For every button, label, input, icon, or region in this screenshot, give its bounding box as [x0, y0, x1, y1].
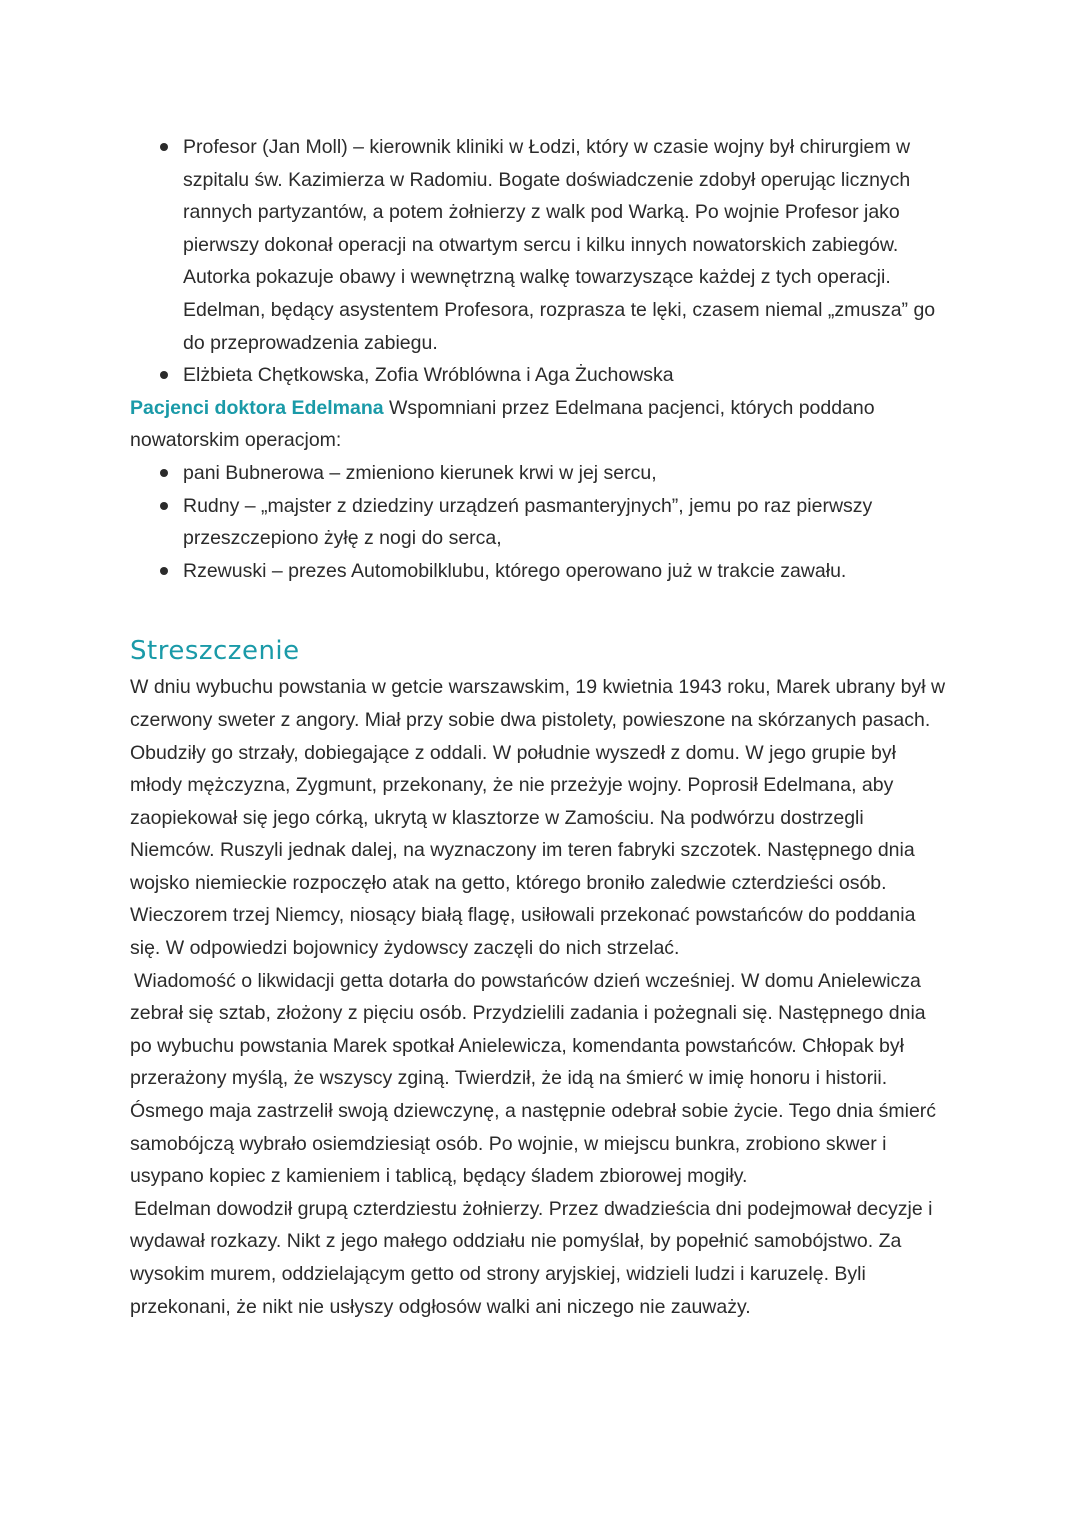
list-item: pani Bubnerowa – zmieniono kierunek krwi w jej sercu,	[183, 457, 950, 490]
characters-list	[130, 131, 950, 392]
list-item: Elżbieta Chętkowska, Zofia Wróblówna i Aga Żuchowska	[183, 359, 950, 392]
summary-paragraph-1: W dniu wybuchu powstania w getcie warszawskim, 19 kwietnia 1943 roku, Marek ubrany był w czerwony sweter z angory. Miał przy sobie dwa pistolety, powieszone na skórzanych pasach. Obudziły go strzały, dobiegające z oddali. W południe wyszedł z domu. W jego grupie był młody mężczyzna, Zygmunt, przekonany, że nie przeżyje wojny. Poprosił Edelmana, aby zaopiekował się jego córką, ukrytą w klasztorze w Zamościu. Na podwórzu dostrzegli Niemców. Ruszyli jednak dalej, na wyznaczony im teren fabryki szczotek. Następnego dnia wojsko niemieckie rozpoczęło atak na getto, którego broniło zaledwie czterdzieści osób. Wieczorem trzej Niemcy, niosący białą flagę, usiłowali przekonać powstańców do poddania się. W odpowiedzi bojownicy żydowscy zaczęli do nich strzelać.	[130, 676, 946, 960]
summary-heading: Streszczenie	[130, 636, 300, 667]
patients-heading: Pacjenci doktora Edelmana	[130, 396, 384, 419]
patients-paragraph	[130, 392, 950, 457]
document-page	[130, 131, 950, 1323]
summary-paragraph-3: Edelman dowodził grupą czterdziestu żołnierzy. Przez dwadzieścia dni podejmował decyzje i wydawał rozkazy. Nikt z jego małego oddziału nie pomyślał, by popełnić samobójstwo. Za wysokim murem, oddzielającym getto od strony aryjskiej, widzieli ludzi i karuzelę. Byli przekonani, że nikt nie usłyszy odgłosów walki ani niczego nie zauważy.	[130, 1197, 933, 1318]
list-item: Rzewuski – prezes Automobilklubu, którego operowano już w trakcie zawału.	[183, 555, 950, 588]
list-item: Profesor (Jan Moll) – kierownik kliniki w Łodzi, który w czasie wojny był chirurgiem w szpitalu św. Kazimierza w Radomiu. Bogate doświadczenie zdobył operując licznych rannych partyzantów, a potem żołnierzy z walk pod Warką. Po wojnie Profesor jako pierwszy dokonał operacji na otwartym sercu i kilku innych nowatorskich zabiegów. Autorka pokazuje obawy i wewnętrzną walkę towarzyszące każdej z tych operacji. Edelman, będący asystentem Profesora, rozprasza te lęki, czasem niemal „zmusza” go do przeprowadzenia zabiegu.	[183, 131, 950, 359]
patients-intro: Wspomniani przez Edelmana pacjenci, których poddano nowatorskim operacjom:	[130, 396, 875, 452]
summary-paragraph-2: Wiadomość o likwidacji getta dotarła do powstańców dzień wcześniej. W domu Anielewicza zebrał się sztab, złożony z pięciu osób. Przydzielili zadania i pożegnali się. Następnego dnia po wybuchu powstania Marek spotkał Anielewicza, komendanta powstańców. Chłopak był przerażony myślą, że wszyscy zginą. Twierdził, że idą na śmierć w imię honoru i historii. Ósmego maja zastrzelił swoją dziewczynę, a następnie odebrał sobie życie. Tego dnia śmierć samobójczą wybrało osiemdziesiąt osób. Po wojnie, w miejscu bunkra, zrobiono skwer i usypano kopiec z kamieniem i tablicą, będący śladem zbiorowej mogiły.	[130, 969, 937, 1188]
patients-list	[130, 457, 950, 587]
list-item: Rudny – „majster z dziedziny urządzeń pasmanteryjnych”, jemu po raz pierwszy przeszczepiono żyłę z nogi do serca,	[183, 490, 950, 555]
